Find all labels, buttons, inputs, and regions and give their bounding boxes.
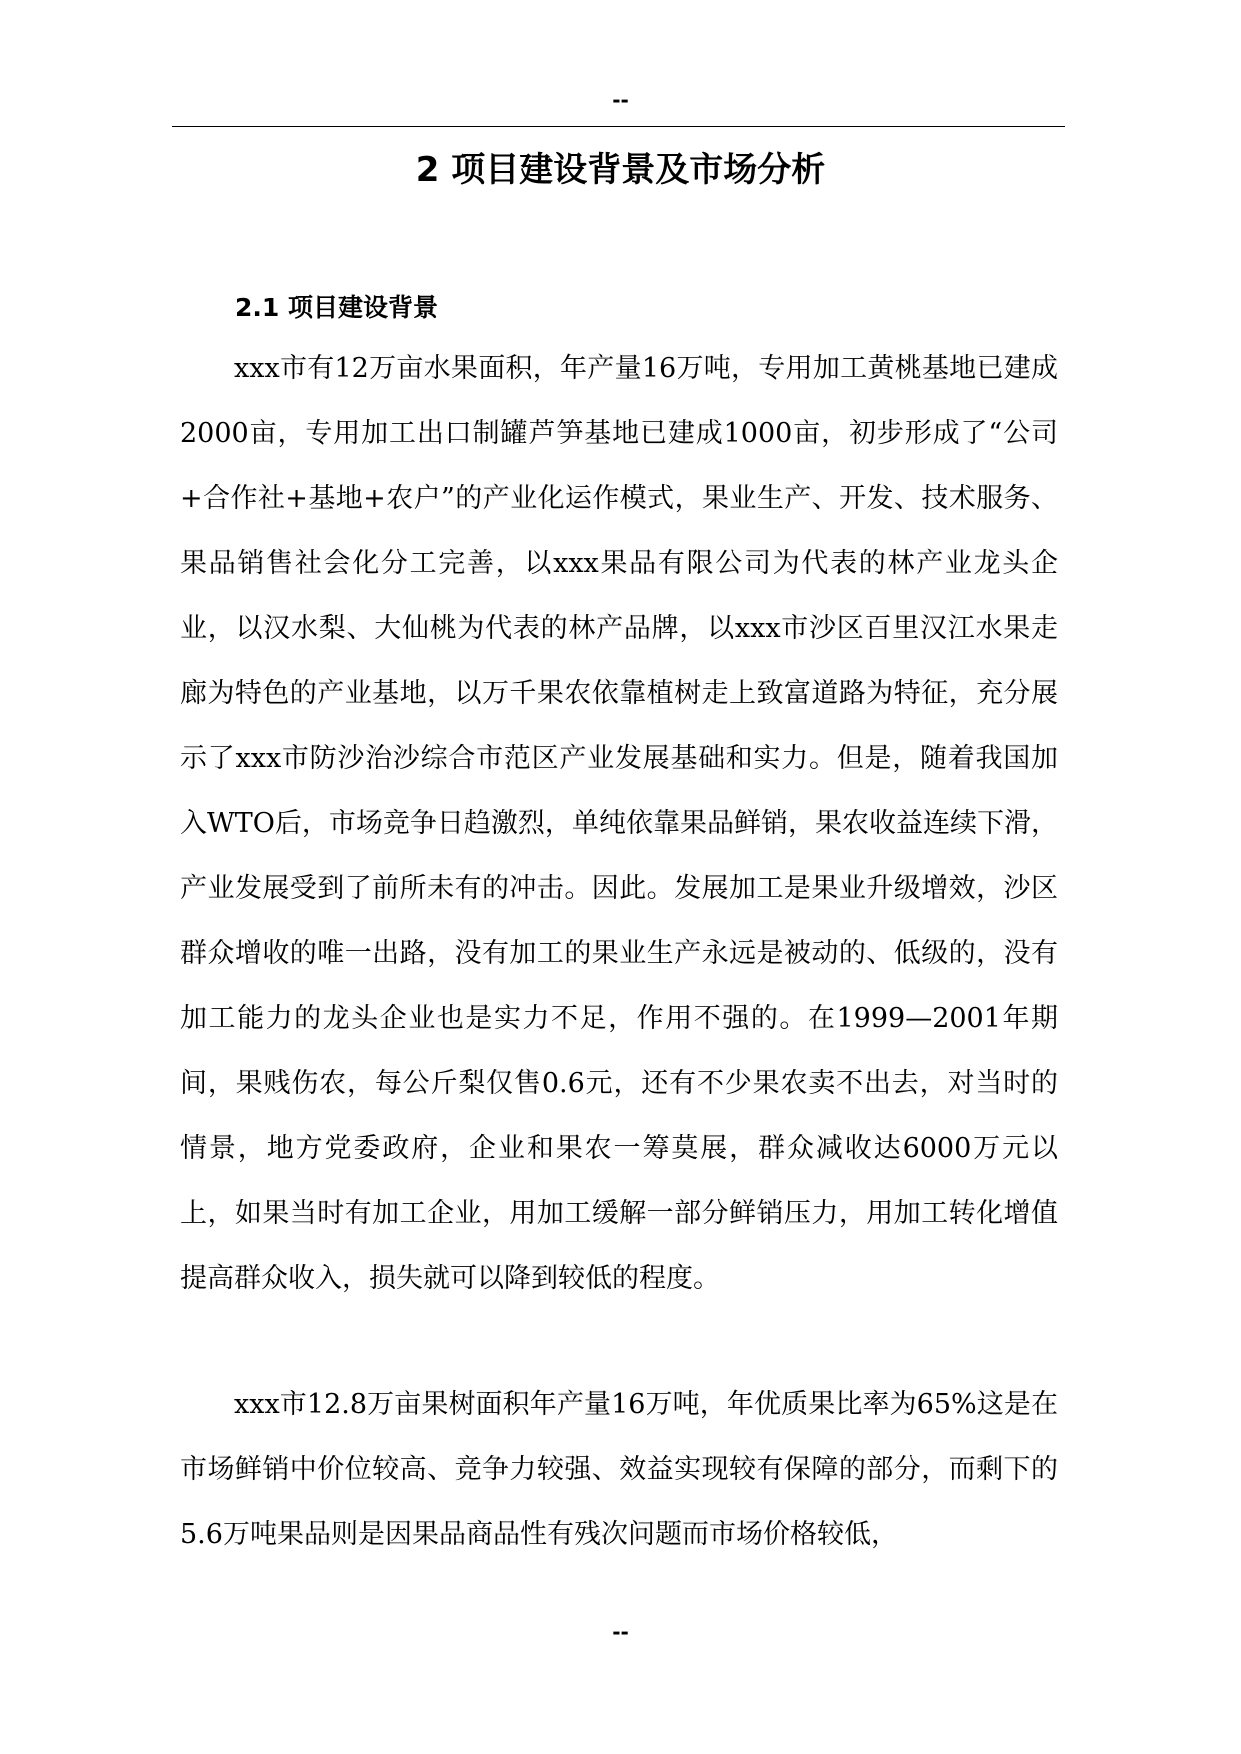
page-footer-mark: --: [612, 1620, 629, 1644]
body-paragraph-1: xxx市有12万亩水果面积，年产量16万吨，专用加工黄桃基地已建成2000亩，专用加工出口制罐芦笋基地已建成1000亩，初步形成了“公司+合作社+基地+农户”的产业化运作模式，果业生产、开发、技术服务、果品销售社会化分工完善，以xxx果品有限公司为代表的林产业龙头企业，以汉水梨、大仙桃为代表的林产品牌，以xxx市沙区百里汉江水果走廊为特色的产业基地，以万千果农依靠植树走上致富道路为特征，充分展示了xxx市防沙治沙综合市范区产业发展基础和实力。但是，随着我国加入WTO后，市场竞争日趋激烈，单纯依靠果品鲜销，果农收益连续下滑，产业发展受到了前所未有的冲击。因此。发展加工是果业升级增效，沙区群众增收的唯一出路，没有加工的果业生产永远是被动的、低级的，没有加工能力的龙头企业也是实力不足，作用不强的。在1999—2001年期间，果贱伤农，每公斤梨仅售0.6元，还有不少果农卖不出去，对当时的情景，地方党委政府，企业和果农一筹莫展，群众减收达6000万元以上，如果当时有加工企业，用加工缓解一部分鲜销压力，用加工转化增值提高群众收入，损失就可以降到较低的程度。: [180, 353, 1058, 1294]
header-divider: [172, 126, 1065, 127]
body-paragraph-2: xxx市12.8万亩果树面积年产量16万吨，年优质果比率为65%这是在市场鲜销中价位较高、竞争力较强、效益实现较有保障的部分，而剩下的5.6万吨果品则是因果品商品性有残次问题而市场价格较低，: [180, 1389, 1058, 1550]
page-header-mark: --: [612, 88, 629, 112]
section-title: 2.1 项目建设背景: [235, 293, 438, 322]
chapter-title: 2 项目建设背景及市场分析: [415, 150, 826, 190]
